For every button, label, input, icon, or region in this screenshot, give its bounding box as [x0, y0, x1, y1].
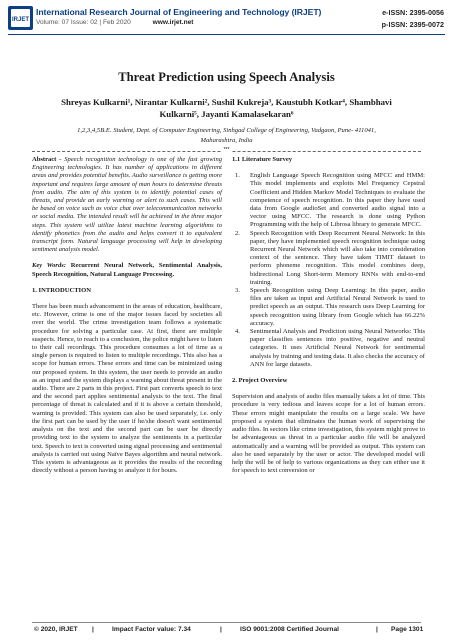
footer-sep-2: | — [220, 626, 222, 633]
journal-header — [0, 0, 453, 38]
affiliation-line-1: 1,2,3,4,5B.E. Student, Dept. of Computer Engineering, Sinhgad College of Engineering, Vadgaon, Pune- 411041, — [77, 127, 376, 134]
survey-item-text: English Language Speech Recognition using MFCC and HMM: This model implements and exploits Mel Frequency Cepstral Coefficient and Hidden Markov Model Techniques to evaluate the competence of speech recognition. In this paper they have used data from Google audioSet and converted audio signal into a vector using MFCC. The research is done using Python Programming with the help of Librosa library to generate MFCC. — [250, 172, 425, 229]
abstract — [32, 156, 222, 254]
survey-heading: 1.1 Literature Survey — [232, 156, 293, 163]
logo-text: IRJET — [11, 17, 30, 23]
footer-sep-3: | — [376, 626, 378, 633]
affiliation — [40, 126, 413, 145]
survey-item-number: 4. — [235, 328, 240, 336]
footer-iso: ISO 9001:2008 Certified Journal — [240, 626, 339, 633]
footer-rule — [32, 622, 421, 623]
paper-title: Threat Prediction using Speech Analysis — [118, 70, 335, 84]
footer-sep-1: | — [92, 626, 94, 633]
footer-page: Page 1301 — [391, 626, 424, 633]
right-column — [232, 156, 425, 475]
footer-impact: Impact Factor value: 7.34 — [112, 626, 191, 633]
left-column — [32, 156, 222, 475]
affiliation-line-2: Maharashtra, India — [200, 136, 253, 144]
journal-name: International Research Journal of Engineering and Technology (IRJET) — [36, 7, 322, 17]
authors-line-1: Shreyas Kulkarni¹, Nirantar Kulkarni², Sushil Kukreja³, Kaustubh Kotkar⁴, Shambhavi — [61, 97, 392, 107]
authors — [30, 96, 423, 120]
eissn: e-ISSN: 2395-0056 — [382, 8, 444, 17]
overview-text: Supervision and analysis of audio files manually takes a lot of time. This procedure is very tedious and leaves scope for a lot of human errors. These errors might manipulate the results on a large scale. We have proposed a system that eliminates the human work of supervising the audio files. In sectors like crime investigation, this system might prove to be advantageous as threat in a particular audio file will be analyzed automatically and a warning will be provided as output. This system can also be used separately by the user or actor. The developed model will help the will be of help to various organizations as they can either use it for speech to text conversion or — [232, 393, 425, 475]
survey-item — [232, 328, 425, 369]
survey-item — [232, 287, 425, 328]
intro-heading: 1. INTRODUCTION — [32, 286, 91, 294]
survey-item — [232, 172, 425, 229]
survey-item-number: 2. — [235, 229, 240, 237]
authors-line-2: Kulkarni⁵, Jayanti Kamalasekaran⁶ — [159, 109, 294, 120]
survey-item-number: 1. — [235, 172, 240, 180]
abstract-label: Abstract - — [32, 156, 62, 163]
keywords — [32, 262, 222, 278]
divider-stars: *** — [223, 147, 230, 153]
section-divider — [32, 148, 421, 156]
footer-copyright: © 2020, IRJET — [34, 626, 78, 633]
survey-item-number: 3. — [235, 287, 240, 295]
survey-list — [232, 172, 425, 369]
header-rule — [8, 34, 445, 35]
survey-item-text: Sentimental Analysis and Prediction using Neural Networks: This paper classifies sentences into positive, negative and neutral categories. It uses Artificial Neural Network for sentimental analysis by training and testing data. It also checks the accuracy of ANN for large datasets. — [250, 328, 425, 368]
intro-text: There has been much advancement in the areas of education, healthcare, etc. However, crime is one of the major issues faced by societies all over the world. The crime investigation team follows a systematic procedure for solving a particular case. At first, there are multiple suspects. Hence, to reach to a conclusion, the police might have to listen to their call recordings. This procedure consumes a lot of time as a single person is required to listen to multiple recordings. This also has a scope for human errors. These errors and time can be minimized using our proposed system. In this system, the user needs to provide an audio as an input and the system displays a warning about threat present in the audio. There are 2 parts in this project. First part converts speech to text and the second part applies sentimental analysis to the text. The final percentage of threat is calculated and if it is above a certain threshold, warning is provided. This system can also be used separately, i.e. only the first part can be used by the user if he/she doesn't want sentimental analysis on the text and the second part can be user be directly providing text to the system to analyze the sentiments in a particular text. Speech to text is converted using signal processing and sentimental analysis is carried out using Naïve Bayes algorithm and neural network. This system is advantageous as it provides the results of the recording directly without a person having to analyze it for hours. — [32, 303, 222, 475]
overview-heading: 2. Project Overview — [232, 377, 288, 385]
keywords-label: Key Words: — [32, 262, 66, 270]
journal-meta — [36, 19, 193, 26]
pissn: p-ISSN: 2395-0072 — [381, 20, 444, 29]
abstract-text: Speech recognition technology is one of the fast growing Engineering technologies. It has number of applications in different areas and provides potential benefits. Audio surveillance is getting more important and requires large amount of man hours to determine threats from audio. The aim of this system is to identify potential cases of threats, and provide an early warning or alert to such cases. This will be based on voice such as voice chat over telecommunication networks or social media. The intended result will be achieved in the three major steps. This system will utilize latest machine learning algorithms to identify phonetics from the audio and helps convert it to equivalent transcript form. Natural language processing will help in developing sentiment analysis model. — [32, 156, 223, 254]
survey-item-text: Speech Recognition using Deep Learning: In this paper, audio files are taken as input and Artificial Neural Network is used to predict speech as an output. This research uses Deep Learning for speech recognition using library from Google which has 66.22% accuracy. — [250, 287, 425, 327]
survey-item — [232, 230, 425, 287]
volume-line: Volume: 07 Issue: 02 | Feb 2020 — [36, 19, 131, 26]
irjet-logo-icon — [8, 6, 33, 30]
journal-url[interactable]: www.irjet.net — [152, 19, 194, 26]
survey-item-text: Speech Recognition with Deep Recurrent Neural Network: In this paper, they have implemented speech recognition technique using Recurrent Neural Network which will also take into consideration context of the sentence. They have taken TIMIT dataset to perform phoneme recognition. This model combines deep, bidirectional Long Short-term Memory RNNs with end-to-end training. — [250, 229, 425, 286]
keywords-text: Recurrent Neural Network, Sentimental Analysis, Speech Recognition, Natural Language Processing. — [32, 262, 223, 278]
